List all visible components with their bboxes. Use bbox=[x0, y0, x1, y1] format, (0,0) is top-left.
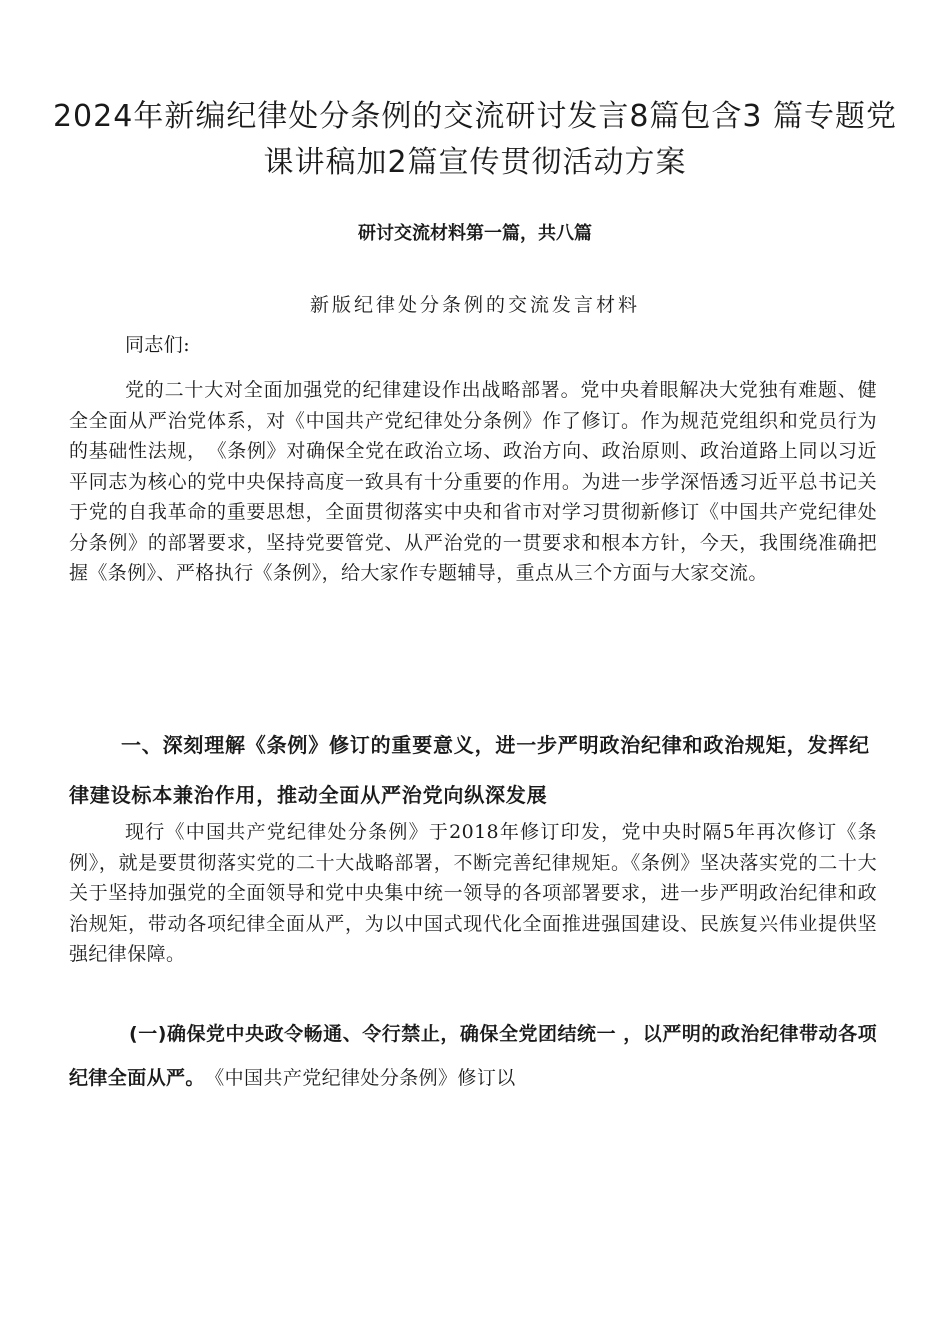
greeting: 同志们: bbox=[125, 334, 191, 356]
subsection-1-heading: (一)确保党中央政令畅通、令行禁止，确保全党团结统一 ，以严明的政治纪律带动各项纪律全面从严。 bbox=[69, 1023, 877, 1089]
paragraph-subsection-1 bbox=[69, 1012, 877, 1100]
subsection-1-text: 《中国共产党纪律处分条例》修订以 bbox=[195, 1067, 516, 1089]
series-label: 研讨交流材料第一篇，共八篇 bbox=[358, 223, 592, 244]
paragraph-intro: 党的二十大对全面加强党的纪律建设作出战略部署。党中央着眼解决大党独有难题、健全全面从严治党体系，对《中国共产党纪律处分条例》作了修订。作为规范党组织和党员行为的基础性法规， 《条例》对确保全党在政治立场、政治方向、政治原则、政治道路上同以习近平同志为核心的党中央保持高度一致具有十分重要的作用。为进一步学深悟透习近平总书记关于党的自我革命的重要思想，全面贯彻落实中央和省市对学习贯彻新修订《中国共产党纪律处分条例》的部署要求，坚持党要管党、从严治党的一贯要求和根本方针，今天，我围绕准确把握《条例》、严格执行《条例》，给大家作专题辅导，重点从三个方面与大家交流。 bbox=[69, 379, 877, 584]
article-title: 新版纪律处分条例的交流发言材料 bbox=[309, 294, 640, 316]
document-title: 2024年新编纪律处分条例的交流研讨发言8篇包含3 篇专题党课讲稿加2篇宣传贯彻活动方案 bbox=[52, 99, 898, 180]
section-heading-1: 一、深刻理解《条例》修订的重要意义，进一步严明政治纪律和政治规矩，发挥纪律建设标本兼治作用，推动全面从严治党向纵深发展 bbox=[69, 733, 870, 807]
paragraph-revision-background: 现行《中国共产党纪律处分条例》于2018年修订印发，党中央时隔5年再次修订《条例》，就是要贯彻落实党的二十大战略部署，不断完善纪律规矩。《条例》坚决落实党的二十大关于坚持加强党的全面领导和党中央集中统一领导的各项部署要求，进一步严明政治纪律和政治规矩，带动各项纪律全面从严，为以中国式现代化全面推进强国建设、民族复兴伟业提供坚强纪律保障。 bbox=[69, 821, 877, 965]
